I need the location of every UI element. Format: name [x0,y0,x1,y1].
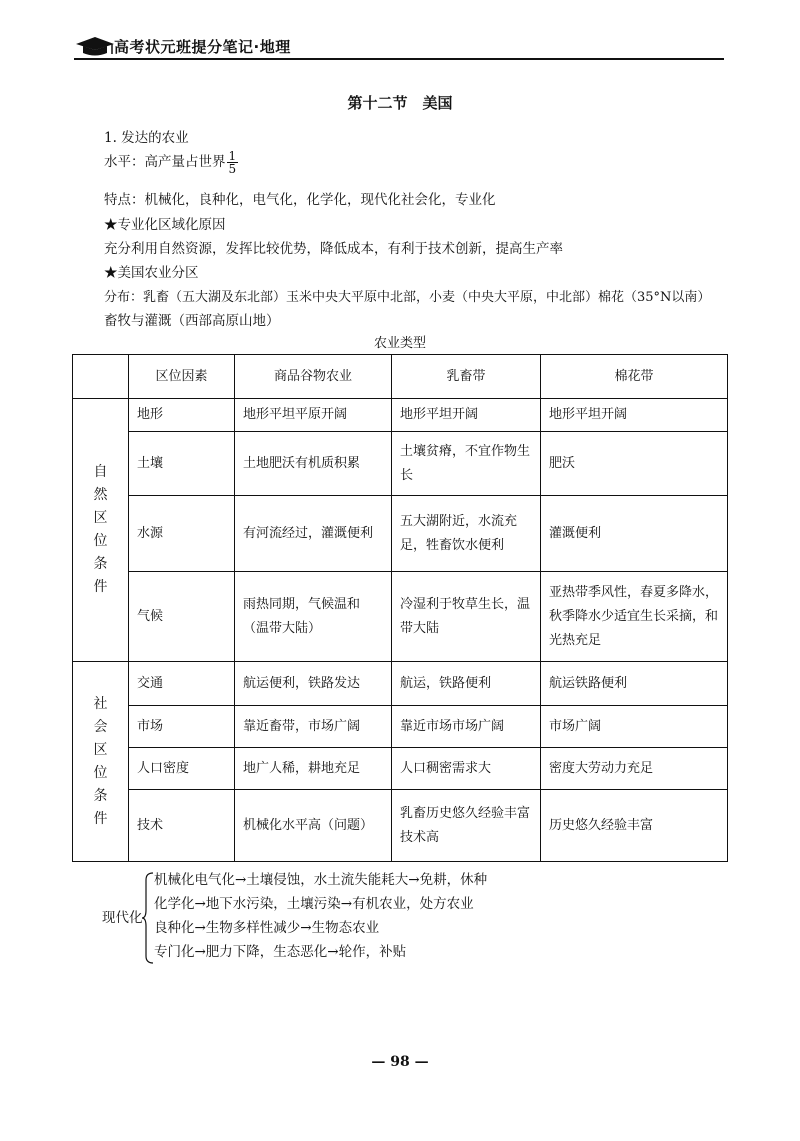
header-cell-grain: 商品谷物农业 [235,355,392,399]
group-char: 自 [93,464,108,480]
table-row [73,399,728,432]
fraction [227,150,239,175]
cotton-cell: 亚热带季风性，春夏多降水，秋季降水少适宜生长采摘，和光热充足 [541,572,728,662]
level-line [104,150,238,175]
grain-cell: 地广人稀，耕地充足 [235,748,392,790]
dairy-cell: 人口稠密需求大 [392,748,541,790]
cotton-cell: 市场广阔 [541,706,728,748]
group-char: 会 [93,718,108,735]
table-row [73,790,728,862]
factor-cell: 气候 [129,572,235,662]
grain-cell: 地形平坦平原开阔 [235,399,392,432]
cotton-cell: 密度大劳动力充足 [541,748,728,790]
running-header [74,34,724,64]
group-char: 件 [93,579,108,595]
cotton-cell: 肥沃 [541,432,728,496]
distribution-line-1: 分布：乳畜（五大湖及东北部）玉米中央大平原中北部，小麦（中央大平原，中北部）棉花（35°N以南） [104,290,711,305]
header-cell-cotton: 棉花带 [541,355,728,399]
factor-cell: 技术 [129,790,235,862]
star-heading-zones: ★美国农业分区 [104,265,199,281]
page-number: — 98 — [371,1054,429,1070]
group-char: 位 [93,533,108,549]
grain-cell: 土地肥沃有机质积累 [235,432,392,496]
distribution-line-2: 畜牧与灌溉（西部高原山地） [104,313,280,329]
star-heading-reasons: ★专业化区域化原因 [104,217,226,233]
group-char: 条 [93,556,108,572]
group-char: 件 [93,810,108,827]
table-row [73,572,728,662]
table-caption: 农业类型 [373,336,426,351]
table-row [73,432,728,496]
grain-cell: 有河流经过，灌溉便利 [235,496,392,572]
dairy-cell: 地形平坦开阔 [392,399,541,432]
grain-cell: 机械化水平高（问题） [235,790,392,862]
header-title: 高考状元班提分笔记·地理 [114,38,291,56]
section-title: 第十二节 美国 [347,94,453,112]
factor-cell: 土壤 [129,432,235,496]
grain-cell: 靠近畜带，市场广阔 [235,706,392,748]
dairy-cell: 靠近市场市场广阔 [392,706,541,748]
features-line: 特点：机械化，良种化，电气化，化学化，现代化社会化，专业化 [104,192,496,208]
modernization-item: 良种化→生物多样性减少→生物态农业 [154,920,380,936]
factor-cell: 交通 [129,662,235,706]
group-char: 区 [93,510,108,526]
agriculture-table [72,354,728,862]
cotton-cell: 历史悠久经验丰富 [541,790,728,862]
dairy-cell: 土壤贫瘠，不宜作物生长 [392,432,541,496]
factor-cell: 地形 [129,399,235,432]
cotton-cell: 地形平坦开阔 [541,399,728,432]
factor-cell: 人口密度 [129,748,235,790]
dairy-cell: 乳畜历史悠久经验丰富技术高 [392,790,541,862]
group-char: 社 [93,695,108,712]
modernization-item: 化学化→地下水污染，土壤污染→有机农业，处方农业 [154,896,474,912]
header-cell-empty [73,355,129,399]
table-row [73,662,728,706]
reasons-line: 充分利用自然资源，发挥比较优势，降低成本，有利于技术创新，提高生产率 [104,241,563,257]
grain-cell: 航运便利，铁路发达 [235,662,392,706]
modernization-item: 机械化电气化→土壤侵蚀，水土流失能耗大→免耕，休种 [154,872,488,888]
table-header-row [73,355,728,399]
modernization-notes [102,868,662,968]
table-row [73,706,728,748]
group-char: 位 [93,764,108,781]
table-row [73,496,728,572]
header-cell-dairy: 乳畜带 [392,355,541,399]
modernization-item: 专门化→肥力下降，生态恶化→轮作，补贴 [154,944,407,960]
header-cell-factor: 区位因素 [129,355,235,399]
factor-cell: 市场 [129,706,235,748]
fraction-numerator: 1 [228,149,237,163]
heading-agriculture: 1. 发达的农业 [104,130,189,146]
cotton-cell: 航运铁路便利 [541,662,728,706]
dairy-cell: 五大湖附近，水流充足，牲畜饮水便利 [392,496,541,572]
group-char: 条 [93,787,108,804]
graduation-cap-icon [74,34,116,56]
level-text: 水平：高产量占世界 [104,154,226,170]
factor-cell: 水源 [129,496,235,572]
group-char: 区 [93,741,108,758]
group-social-conditions [73,662,129,862]
grain-cell: 雨热同期，气候温和（温带大陆） [235,572,392,662]
group-natural-conditions [73,399,129,662]
cotton-cell: 灌溉便利 [541,496,728,572]
table-row [73,748,728,790]
group-char: 然 [93,487,108,503]
header-rule [74,58,724,60]
dairy-cell: 航运，铁路便利 [392,662,541,706]
fraction-denominator: 5 [228,162,237,176]
curly-brace-icon [142,872,154,964]
modernization-label: 现代化 [102,910,143,926]
dairy-cell: 冷湿利于牧草生长，温带大陆 [392,572,541,662]
